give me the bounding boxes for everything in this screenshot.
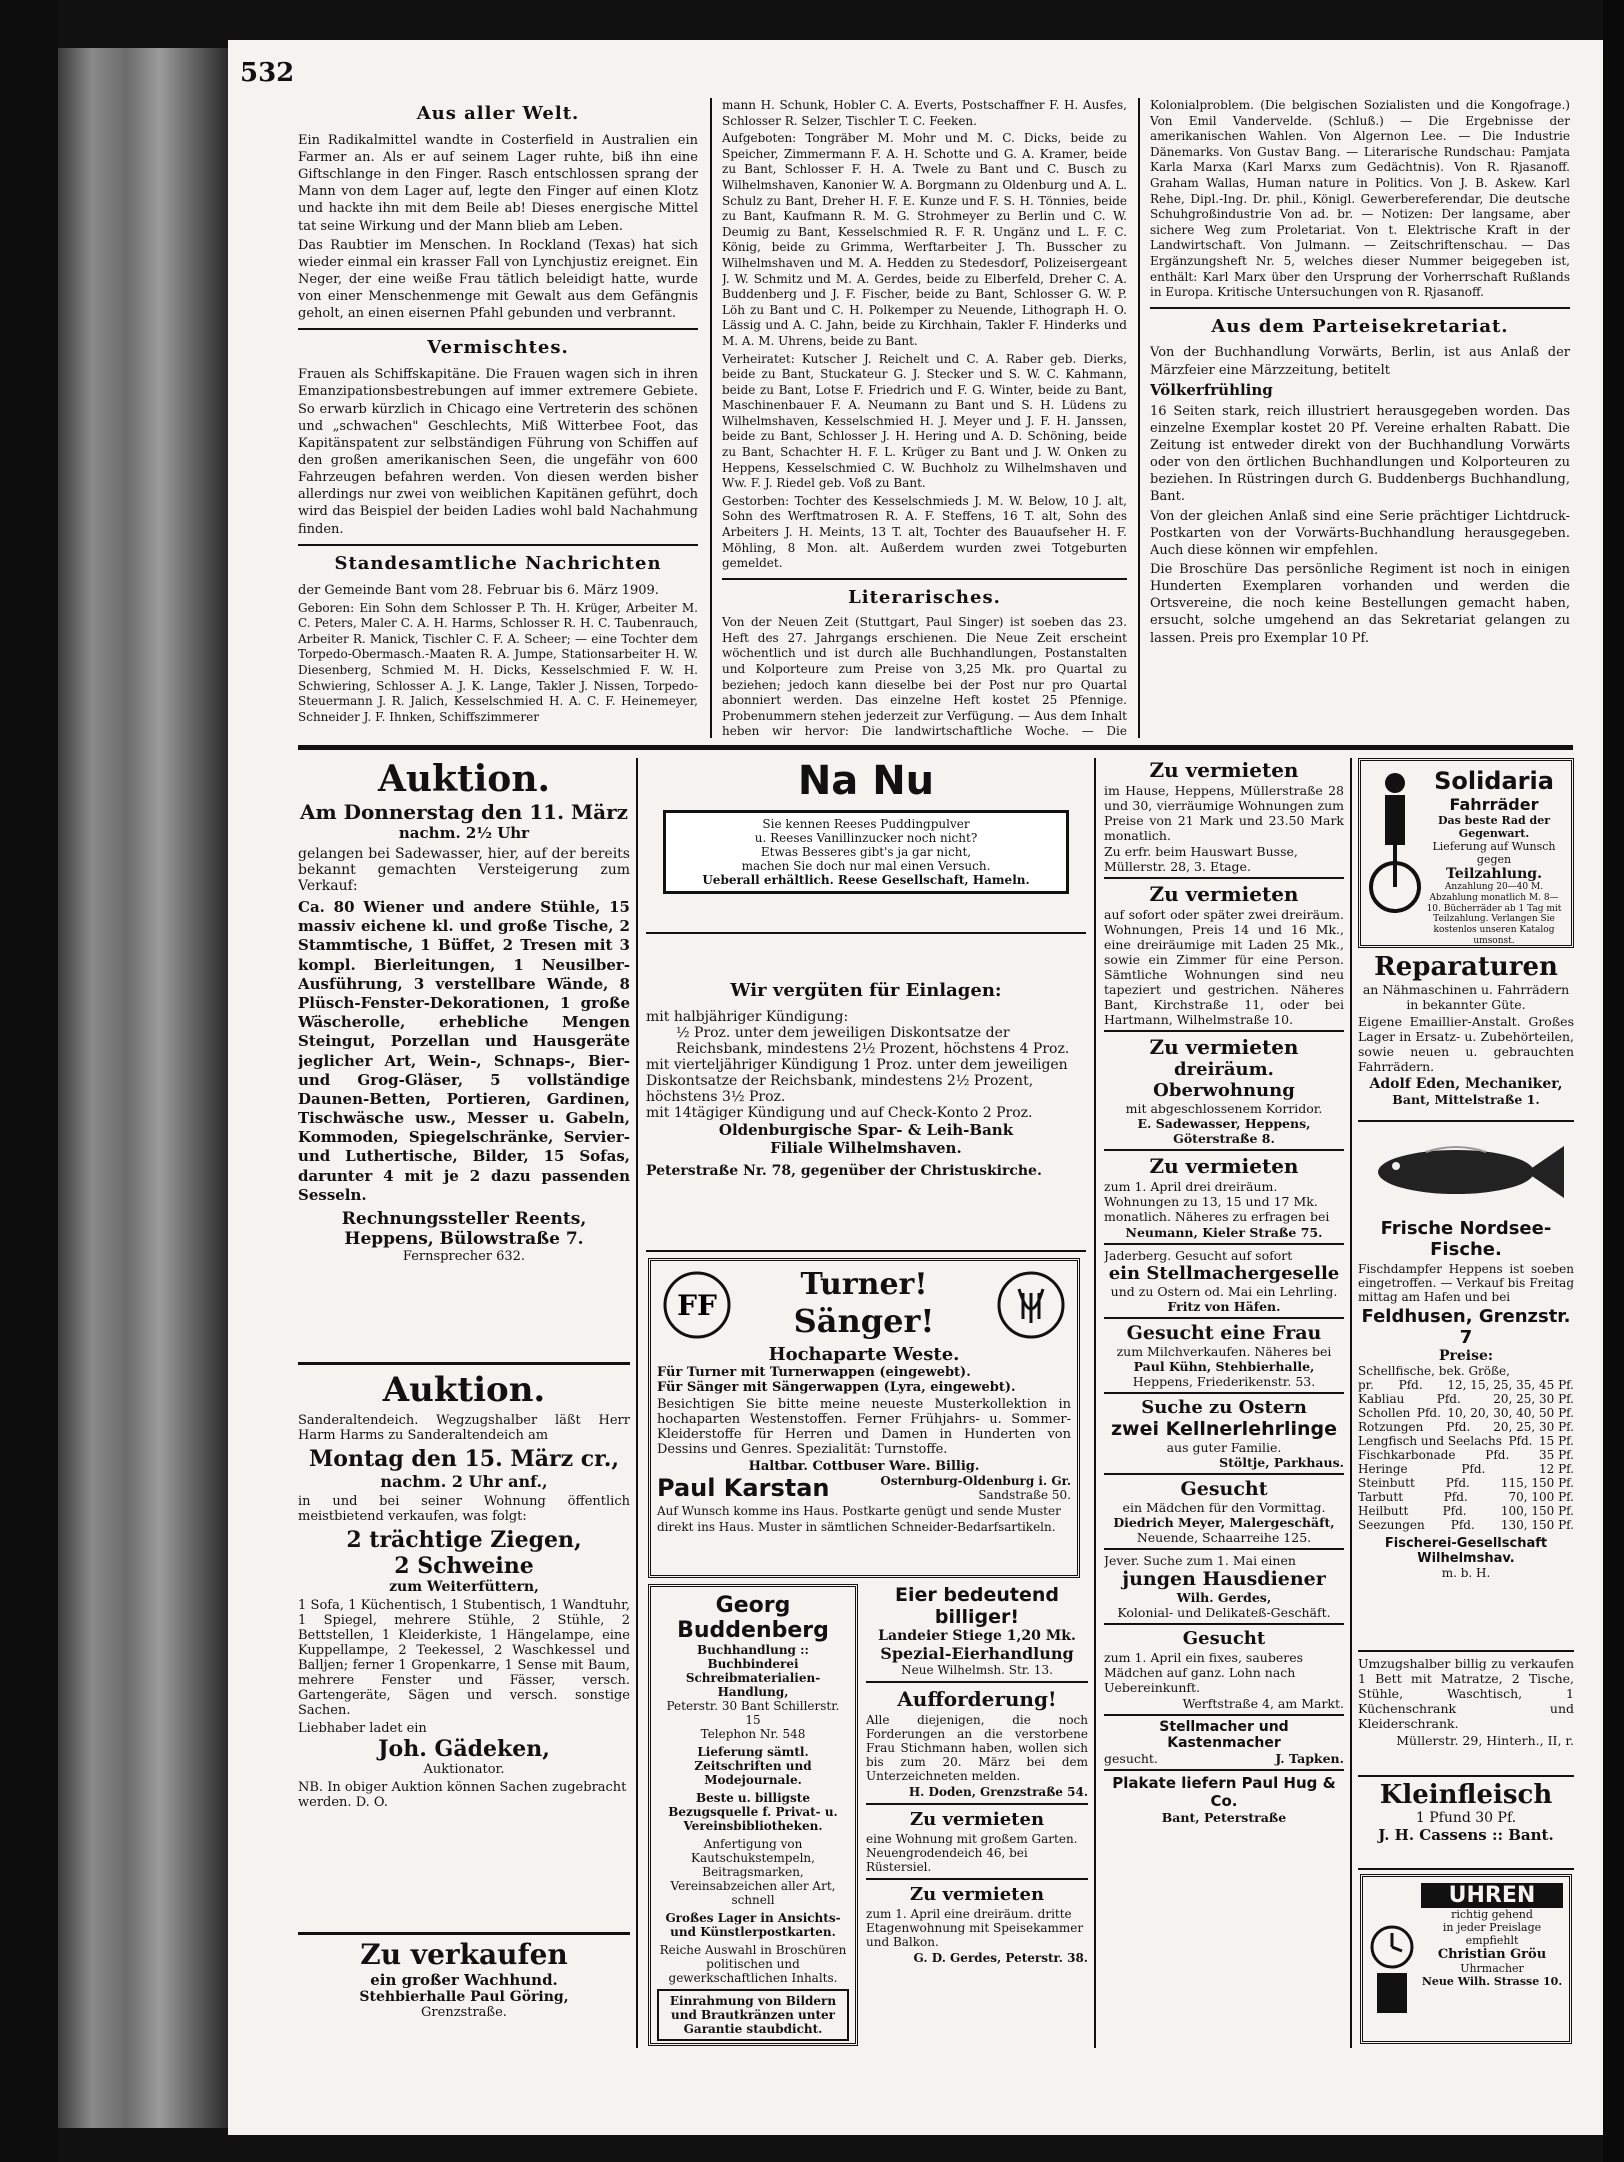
fish-unit: Pfd. xyxy=(1485,1448,1510,1462)
vermieten-title: Zu vermieten xyxy=(909,1884,1045,1905)
ad-line: Neumann, Kieler Straße 75. xyxy=(1125,1225,1323,1240)
fish-unit: Pfd. xyxy=(1416,1406,1441,1420)
ad-title: Gesucht eine Frau xyxy=(1126,1322,1322,1344)
fish-name: Schellfische, bek. Größe, xyxy=(1358,1364,1510,1378)
book-spine xyxy=(58,48,228,2128)
partei-para-2: 16 Seiten stark, reich illustriert herausgegeben worden. Das einzelne Exemplar kostet 20 Pf. Vereine erhalten Rabatt. Die Zeitung ist entweder direkt von der Buchhandlung Vorwärts oder von den örtlichen Buchhandlungen und Kolporteuren zu beziehen. In Rüstringen durch G. Buddenbergs Buchhandlung, Bant. xyxy=(1150,403,1570,505)
ad-line: Spezial-Eierhandlung xyxy=(880,1644,1074,1663)
ad-reparaturen xyxy=(1358,952,1574,1116)
ad-line: Anzahlung 20—40 M. Abzahlung monatlich M. 8—10. Bücherräder ab 1 Tag mit Teilzahlung. Verlangen Sie kostenlos unseren Katalog umsonst. xyxy=(1426,882,1562,946)
ad-title: Gesucht xyxy=(1180,1478,1268,1500)
standesamt-aufgeboten: Aufgeboten: Tongräber M. Mohr und M. C. Dicks, beide zu Speicher, Zimmermann F. A. H. Schotte und G. A. Kramer, beide zu Bant, Schlosser F. H. A. Twele zu Bant und C. Busch zu Wilhelmshaven, Kanonier W. A. Borgmann zu Oldenburg und A. L. Schulz zu Bant, Dreher H. F. E. Kunze und F. S. H. Tönnies, beide zu Bant, Kaufmann R. M. G. Strohmeyer zu Berlin und C. W. Deumig zu Bant, Kesselschmied R. F. R. Ungänz und L. F. C. König, beide zu Grimma, Werftarbeiter J. Th. Busscher zu Wilhelmshaven und M. A. Hedden zu Stedesdorf, Polizeisergeant J. W. Schmitz und M. A. Gerdes, beide zu Elberfeld, Dreher C. A. Buddenberg und J. F. Fischer, beide zu Bant, Schlosser G. W. P. Löh zu Bant und C. H. Polkemper zu Neuende, Lithograph H. O. Lässig und A. C. Jahn, beide zu Kirchhain, Takler F. Hinderks und M. A. M. Uhrens, beide zu Bant. xyxy=(722,131,1127,348)
ad-divider xyxy=(1358,1775,1574,1777)
divider xyxy=(722,578,1127,580)
fish-name: Schollen xyxy=(1358,1406,1411,1420)
auction2-role: Auktionator. xyxy=(423,1762,505,1777)
turner-title: Turner! xyxy=(800,1267,928,1302)
ad-title: Suche zu Ostern xyxy=(1141,1397,1307,1418)
divider xyxy=(1104,1149,1344,1151)
auction2-time: nachm. 2 Uhr anf., xyxy=(380,1472,548,1491)
section-divider xyxy=(298,745,1573,750)
auction2-closing: Liebhaber ladet ein xyxy=(298,1721,427,1736)
ad-title: Na Nu xyxy=(797,758,935,804)
eier-title: Eier bedeutend billiger! xyxy=(895,1584,1059,1628)
turner-name: Paul Karstan xyxy=(657,1474,830,1502)
ad-line: u. Reeses Vanillinzucker noch nicht? xyxy=(754,831,978,845)
ad-line: Stöltje, Parkhaus. xyxy=(1219,1455,1344,1470)
ad-line: Jaderberg. Gesucht auf sofort xyxy=(1104,1248,1293,1263)
fish-prices: 115, 150 Pf. xyxy=(1500,1476,1574,1490)
auction-time: nachm. 2½ Uhr xyxy=(398,824,530,842)
ad-divider xyxy=(646,932,1086,934)
article-raubtier: Das Raubtier im Menschen. In Rockland (Texas) hat sich wieder einmal ein krasser Fall von Lynchjustiz ereignet. Ein Neger, der eine weiße Frau tätlich beleidigt hatte, wurde von einer Menschenmenge mit Gewalt aus dem Gefängnis geholt, an einen eisernen Pfahl gebunden und verbrannt. xyxy=(298,237,698,322)
ad-auktion-2 xyxy=(298,1370,630,1930)
saenger-title: Sänger! xyxy=(793,1302,935,1340)
ad-na-nu xyxy=(646,758,1086,928)
standesamt-subtitle: der Gemeinde Bant vom 28. Februar bis 6. März 1909. xyxy=(298,582,659,598)
ad-divider xyxy=(298,1932,630,1935)
bank-rate: mit 14tägiger Kündigung und auf Check-Konto 2 Proz. xyxy=(646,1105,1033,1121)
fish-price-row xyxy=(1358,1462,1574,1476)
ad-title: Zu verkaufen xyxy=(360,1938,568,1971)
ad-line: Etwas Besseres gibt's ja gar nicht, xyxy=(760,845,972,859)
ad-bank xyxy=(646,940,1086,1245)
ad-line: und zu Ostern od. Mai ein Lehrling. xyxy=(1110,1284,1338,1299)
fish-name: Lengfisch und Seelachs xyxy=(1358,1434,1502,1448)
fish-name: pr. xyxy=(1358,1378,1374,1392)
nanu-banner xyxy=(663,810,1069,894)
bank-name: Oldenburgische Spar- & Leih-Bank xyxy=(718,1121,1014,1139)
ad-line: Großes Lager in Ansichts- und Künstlerpostkarten. xyxy=(665,1911,841,1939)
divider xyxy=(866,1803,1088,1805)
fish-price-row xyxy=(1358,1434,1574,1448)
bank-rate: mit vierteljähriger Kündigung 1 Proz. unter dem jeweiligen Diskontsatze der Reichsbank, mindestens 2½ Prozent, höchstens 3½ Proz. xyxy=(646,1057,1068,1105)
turner-subtitle: Hochaparte Weste. xyxy=(768,1344,960,1365)
fish-name: Tarbutt xyxy=(1358,1490,1404,1504)
column-1 xyxy=(298,98,698,738)
ad-column-middle xyxy=(866,1584,1088,2046)
divider xyxy=(1104,1392,1344,1394)
auction2-nb: NB. In obiger Auktion können Sachen zugebracht werden. D. O. xyxy=(298,1780,627,1810)
ad-title: Plakate liefern Paul Hug & Co. xyxy=(1112,1774,1336,1810)
ad-line: Schreibmaterialien-Handlung, xyxy=(685,1671,821,1699)
ad-line: Sie kennen Reeses Puddingpulver xyxy=(762,817,970,831)
rent-title: Zu vermieten xyxy=(1149,1035,1299,1059)
ad-line: Reiche Auswahl in Broschüren politischen und gewerkschaftlichen Inhalts. xyxy=(659,1943,847,1985)
fish-name: Heilbutt xyxy=(1358,1504,1409,1518)
partei-para-3: Von der gleichen Anlaß sind eine Serie prächtiger Lichtdruck-Postkarten von der Vorwärts-Buchhandlung herausgegeben. Auch diese können wir empfehlen. xyxy=(1150,508,1570,558)
ad-line: Lieferung sämtl. Zeitschriften und Modejournale. xyxy=(694,1745,812,1787)
scan-right-edge xyxy=(1603,0,1624,2162)
ad-line: Peterstr. 30 Bant Schillerstr. 15 xyxy=(666,1699,840,1727)
ad-line: Bant, Peterstraße xyxy=(1161,1810,1287,1825)
ad-line: Ueberall erhältlich. Reese Gesellschaft, Hameln. xyxy=(702,873,1030,887)
ad-line: ein großer Wachhund. xyxy=(370,1971,558,1989)
column-rule xyxy=(636,758,638,2048)
ad-line: an Nähmaschinen u. Fahrrädern in bekannter Güte. xyxy=(1362,982,1570,1012)
ad-line: Christian Gröu xyxy=(1437,1947,1547,1962)
fish-price-row xyxy=(1358,1490,1574,1504)
ad-title: Gesucht xyxy=(1182,1628,1266,1649)
auction-intro: gelangen bei Sadewasser, hier, auf der bereits bekannt gemachten Versteigerung zum Verkauf: xyxy=(298,846,630,894)
standesamt-cont: mann H. Schunk, Hobler C. A. Everts, Postschaffner F. H. Ausfes, Schlosser R. Selzer, Tischler T. C. Feeken. xyxy=(722,98,1127,128)
ad-line: Müllerstr. 29, Hinterh., II, r. xyxy=(1396,1733,1574,1748)
rent-title: Zu vermieten xyxy=(1149,758,1299,782)
ad-line: Adolf Eden, Mechaniker, xyxy=(1369,1076,1563,1092)
fish-icon xyxy=(1366,1132,1566,1212)
fish-unit: Pfd. xyxy=(1398,1378,1423,1392)
ad-line: Für Sänger mit Sängerwappen (Lyra, eingewebt). xyxy=(657,1380,1016,1395)
divider xyxy=(1104,1714,1344,1716)
ad-fische xyxy=(1358,1126,1574,1646)
ad-title: Frische Nordsee-Fische. xyxy=(1380,1218,1552,1260)
column-2 xyxy=(722,98,1127,738)
auction-items: Ca. 80 Wiener und andere Stühle, 15 massiv eichene kl. und große Tische, 2 Stammtische, 1 Büffet, 2 Tresen mit 3 kompl. Bierleitungen, 1 Neusilber-Ausführung, 3 verstellbare Wände, 8 Plüsch-Fenster-Dekorationen, 1 große Wäscherolle, erhebliche Mengen Steingut, Porzellan und Hausgeräte jeglicher Art, Wein-, Schnaps-, Bier- und Grog-Gläser, 5 vollständige Daunen-Betten, Portieren, Gardinen, Tischwäsche usw., Messer u. Gabeln, Kommoden, Spiegelschränke, Servier- und Luthertische, Bilder, 15 Sofas, darunter 4 mit je 2 dazu passenden Sesseln. xyxy=(298,898,630,1204)
column-rule xyxy=(710,98,712,738)
auction2-intro: Sanderaltendeich. Wegzugshalber läßt Herr Harm Harms zu Sanderaltendeich am xyxy=(298,1413,630,1443)
ad-title: Reparaturen xyxy=(1374,952,1558,982)
fish-price-row xyxy=(1358,1392,1574,1406)
ad-line: ein Stellmachergeselle xyxy=(1108,1263,1340,1284)
ad-line: ein Mädchen für den Vormittag. xyxy=(1122,1500,1326,1515)
ad-line: Feldhusen, Grenzstr. 7 xyxy=(1361,1306,1571,1348)
fish-name: Steinbutt xyxy=(1358,1476,1415,1490)
divider xyxy=(1104,1243,1344,1245)
column-rule xyxy=(1138,98,1140,738)
ad-line: Fritz von Häfen. xyxy=(1167,1299,1281,1314)
ad-zu-verkaufen xyxy=(298,1938,630,2048)
auction-phone: Fernsprecher 632. xyxy=(402,1249,526,1264)
ad-line: Fischdampfer Heppens ist soeben eingetroffen. — Verkauf bis Freitag mittag am Hafen und bei xyxy=(1358,1262,1574,1304)
ad-line: Auf Wunsch komme ins Haus. Postkarte genügt und sende Muster direkt ins Haus. Muster in sämtlichen Schneider-Bedarfsartikeln. xyxy=(657,1504,1061,1534)
ad-line: jungen Hausdiener xyxy=(1122,1568,1326,1590)
auction2-goats: 2 trächtige Ziegen, xyxy=(346,1527,582,1553)
ad-line: Werftstraße 4, am Markt. xyxy=(1182,1696,1344,1711)
divider xyxy=(866,1878,1088,1880)
lyre-icon xyxy=(995,1269,1067,1341)
ad-line: Preise: xyxy=(1438,1348,1494,1364)
ad-auktion-1 xyxy=(298,758,630,1358)
ad-line: Neuende, Schaarreihe 125. xyxy=(1136,1530,1312,1545)
ad-line: zum 1. April eine dreiräum. dritte Etagenwohnung mit Speisekammer und Balkon. xyxy=(866,1907,1084,1949)
auction-date: Am Donnerstag den 11. März xyxy=(299,800,629,824)
ad-line: E. Sadewasser, Heppens, Göterstraße 8. xyxy=(1137,1116,1311,1146)
fish-unit: Pfd. xyxy=(1443,1490,1468,1504)
ad-line: Sandstraße 50. xyxy=(978,1488,1071,1502)
ad-umzug xyxy=(1358,1654,1574,1774)
ad-line: Einrahmung von Bildern und Brautkränzen unter Garantie staubdicht. xyxy=(657,1989,849,2041)
newspaper-page xyxy=(228,40,1603,2135)
ad-line: H. Doden, Grenzstraße 54. xyxy=(908,1785,1088,1799)
fish-name: Fischkarbonade xyxy=(1358,1448,1456,1462)
ad-line: 1 Pfund 30 Pf. xyxy=(1415,1810,1517,1826)
ad-line: Neue Wilh. Strasse 10. xyxy=(1421,1975,1563,1988)
ad-line: Neue Wilhelmsh. Str. 13. xyxy=(901,1663,1053,1677)
crest-icon xyxy=(661,1269,733,1341)
ad-line: J. Tapken. xyxy=(1275,1751,1344,1766)
ad-line: aus guter Familie. xyxy=(1166,1440,1282,1455)
section-title-standesamt: Standesamtliche Nachrichten xyxy=(334,552,662,574)
svg-text:FF: FF xyxy=(677,1289,717,1322)
ad-divider xyxy=(1358,1868,1574,1870)
fish-price-row xyxy=(1358,1476,1574,1490)
fish-price-row xyxy=(1358,1518,1574,1532)
ad-uhren xyxy=(1360,1874,1572,2044)
rent-title: Zu vermieten xyxy=(1149,1154,1299,1178)
ad-line: zum 1. April ein fixes, sauberes Mädchen auf ganz. Lohn nach Uebereinkunft. xyxy=(1104,1650,1304,1695)
ad-line: zwei Kellnerlehrlinge xyxy=(1110,1418,1338,1440)
ad-line: mit abgeschlossenem Korridor. xyxy=(1125,1101,1323,1116)
auction2-auctioneer: Joh. Gädeken, xyxy=(378,1736,550,1762)
ad-line: J. H. Cassens :: Bant. xyxy=(1378,1826,1554,1844)
scan-left-edge xyxy=(0,0,58,2162)
ad-line: auf sofort oder später zwei dreiräum. Wohnungen, Preis 14 und 16 Mk., eine dreiräumige mit Laden 25 Mk., sowie ein Zimmer für eine Person. Sämtliche Wohnungen sind neu tapeziert und gestrichen. Näheres Bant, Kirchstraße 11, oder bei Hartmann, Wilhelmstraße 10. xyxy=(1104,907,1344,1027)
section-title-literarisches: Literarisches. xyxy=(848,586,1001,608)
standesamt-verheiratet: Verheiratet: Kutscher J. Reichelt und C. A. Raber geb. Dierks, beide zu Bant, Stuckateur G. J. Stecker und S. W. C. Kahmann, beide zu Bant, Lotse F. Friedrich und F. G. Winter, beide zu Bant, Maschinenbauer F. A. Neumann zu Bant und S. H. Lüdens zu Wilhelmshaven, Kesselschmied H. J. Meyer und J. F. H. Janssen, beide zu Bant, Schlosser J. H. Hering und A. D. Schöning, beide zu Bant, Schachter H. F. L. Krüger zu Bant und J. W. Onken zu Heppens, Kesselschmied C. W. Buchholz zu Wilhelmshaven und Ww. F. J. Riedel geb. Voß zu Bant. xyxy=(722,351,1127,491)
ad-solidaria xyxy=(1358,758,1574,948)
rent-title: Zu vermieten xyxy=(1149,882,1299,906)
ad-title: Stellmacher und Kastenmacher xyxy=(1159,1719,1289,1751)
fish-name: Kabliau xyxy=(1358,1392,1405,1406)
ad-divider xyxy=(646,1250,1086,1252)
vermieten-title: Zu vermieten xyxy=(909,1809,1045,1830)
fish-prices: 15 Pf. xyxy=(1539,1434,1574,1448)
bank-branch: Filiale Wilhelmshaven. xyxy=(770,1139,962,1157)
ad-line: Jever. Suche zum 1. Mai einen xyxy=(1104,1553,1296,1568)
fish-prices: 20, 25, 30 Pf. xyxy=(1493,1420,1574,1434)
ad-line: in jeder Preislage xyxy=(1442,1921,1542,1934)
ad-title: Auktion. xyxy=(377,758,551,800)
voelkerfruehling-title: Völkerfrühling xyxy=(1150,380,1273,399)
bank-address: Peterstraße Nr. 78, gegenüber der Christuskirche. xyxy=(646,1163,1042,1179)
column-rule xyxy=(1350,758,1352,2048)
ad-line: empfiehlt xyxy=(1465,1934,1519,1947)
ad-line: Telephon Nr. 548 xyxy=(700,1727,806,1741)
ad-line: zum Milchverkaufen. Näheres bei xyxy=(1116,1344,1332,1359)
fish-prices: 20, 25, 30 Pf. xyxy=(1493,1392,1574,1406)
ad-line: Wilh. Gerdes, xyxy=(1176,1590,1272,1605)
ad-line: Uhrmacher xyxy=(1460,1962,1524,1975)
page-number: 532 xyxy=(240,58,295,88)
fish-unit: Pfd. xyxy=(1446,1420,1471,1434)
ad-line: Lieferung auf Wunsch gegen xyxy=(1432,840,1556,866)
ad-line: Osternburg-Oldenburg i. Gr. xyxy=(880,1474,1071,1488)
ad-divider xyxy=(298,1362,630,1365)
ad-line: Anfertigung von Kautschukstempeln, Beitragsmarken, Vereinsabzeichen aller Art, schnell xyxy=(670,1837,836,1907)
column-rule xyxy=(1094,758,1096,2048)
auction2-items: 1 Sofa, 1 Küchentisch, 1 Stubentisch, 1 Wandtuhr, 1 Spiegel, mehrere Stühle, 2 Stühle, 2 Bettstellen, 1 Kleiderkiste, 1 Hängelampe, eine Kuppellampe, 2 Teekessel, 2 Waschkessel und Balljen; ferner 1 Gropenkarre, 1 Sense mit Baum, mehrere Fenster und Fässer, versch. Gartengeräte, Sägen und versch. sonstige Sachen. xyxy=(298,1598,630,1718)
aufforderung-title: Aufforderung! xyxy=(897,1687,1057,1711)
clock-icon xyxy=(1369,1907,1415,2017)
ad-line: Stehbierhalle Paul Göring, xyxy=(359,1989,569,2005)
buddenberg-name: Georg Buddenberg xyxy=(677,1593,829,1643)
fish-price-row xyxy=(1358,1406,1574,1420)
ad-line: Alle diejenigen, die noch Forderungen an die verstorbene Frau Stichmann haben, wollen sich bis zum 20. März bei dem Unterzeichneten melden. xyxy=(866,1713,1088,1783)
ad-line: Buchhandlung :: Buchbinderei xyxy=(697,1643,809,1671)
solidaria-sub: Fahrräder xyxy=(1449,795,1539,814)
section-title-parteisekretariat: Aus dem Parteisekretariat. xyxy=(1211,315,1509,337)
neue-zeit-cont: Kolonialproblem. (Die belgischen Sozialisten und die Kongofrage.) Von Emil Vandervelde. (Schluß.) — Die Ergebnisse der amerikanischen Wahlen. Von Algernon Lee. — Die Industrie Dänemarks. Von Gustav Bang. — Literarische Rundschau: Pamjata Karla Marxa (Karl Marxs zum Gedächtnis). Von R. Rjasanoff. Graham Wallas, Human nature in Politics. Von J. B. Askew. Karl Rehe, Dipl.-Ing. Dr. phil., Königl. Gewerbereferendar, Die deutsche Schuhgroßindustrie Von ad. br. — Notizen: Der langsame, aber sichere Weg zum Proletariat. Von t. Elektrische Kraft in der Landwirtschaft. Von Julmann. — Zeitschriftenschau. — Das Ergänzungsheft Nr. 5, welches dieser Nummer beigegeben ist, enthält: Karl Marx über den Ursprung der Vorherrschaft Rußlands in Europa. Kritische Untersuchungen von R. Rjasanoff. xyxy=(1150,98,1570,300)
divider xyxy=(1104,1030,1344,1032)
auction2-intro2: in und bei seiner Wohnung öffentlich meistbietend verkaufen, was folgt: xyxy=(298,1494,630,1524)
divider xyxy=(1104,1623,1344,1625)
divider xyxy=(1104,1548,1344,1550)
ad-line: Fischerei-Gesellschaft Wilhelmshav. xyxy=(1384,1536,1548,1566)
ad-line: Haltbar. Cottbuser Ware. Billig. xyxy=(748,1459,980,1474)
fish-prices: 130, 150 Pf. xyxy=(1500,1518,1574,1532)
fish-price-row xyxy=(1358,1364,1574,1378)
divider xyxy=(1104,1769,1344,1771)
ad-line: im Hause, Heppens, Müllerstraße 28 und 30, vierräumige Wohnungen zum Preise von 21 Mark und 23.50 Mark monatlich. xyxy=(1104,783,1344,843)
fish-prices: 10, 20, 30, 40, 50 Pf. xyxy=(1447,1406,1574,1420)
divider xyxy=(1104,1473,1344,1475)
ad-line: Das beste Rad der Gegenwart. xyxy=(1437,814,1550,840)
divider xyxy=(1150,307,1570,309)
article-neue-zeit: Von der Neuen Zeit (Stuttgart, Paul Singer) ist soeben das 23. Heft des 27. Jahrgangs erschienen. Die Neue Zeit erscheint wöchentlich und ist durch alle Buchhandlungen, Postanstalten und Kolporteure zum Preise von 3,25 Mk. pro Quartal zu beziehen; jedoch kann dieselbe bei der Post nur pro Quartal abonniert werden. Das einzelne Heft kostet 25 Pfennige. Probenummern stehen jederzeit zur Verfügung. — Aus dem Inhalt heben wir hervor: Die landwirtschaftliche Woche. — Die xyxy=(722,615,1127,738)
fish-unit: Pfd. xyxy=(1450,1518,1475,1532)
article-radikalmittel: Ein Radikalmittel wandte in Costerfield in Australien ein Farmer an. Als er auf seinem Lager ruhte, biß ihn eine Giftschlange in den Finger. Rasch entschlossen sprang der Mann von dem Lager auf, legte den Finger auf einen Klotz und hackte ihn mit dem Beile ab! Dieses energische Mittel tat seine Wirkung und der Mann blieb am Leben. xyxy=(298,132,698,234)
fish-unit: Pfd. xyxy=(1461,1462,1486,1476)
ad-line: Zu erfr. beim Hauswart Busse, Müllerstr. 28, 3. Etage. xyxy=(1104,844,1298,874)
ad-line: dreiräum. Oberwohnung xyxy=(1153,1059,1295,1101)
divider xyxy=(298,544,698,546)
ad-divider xyxy=(1358,1120,1574,1122)
partei-para-4: Die Broschüre Das persönliche Regiment ist noch in einigen Hunderten Exemplaren vorhanden und werden die Ortsvereine, die noch keine Bestellungen gemacht haben, ersucht, solche umgehend an das Sekretariat gelangen zu lassen. Preis pro Exemplar 10 Pf. xyxy=(1150,561,1570,646)
divider xyxy=(866,1681,1088,1683)
ad-line: Bant, Mittelstraße 1. xyxy=(1392,1092,1540,1107)
ad-line: m. b. H. xyxy=(1441,1566,1491,1580)
ad-line: richtig gehend xyxy=(1451,1908,1533,1921)
ad-line: Besichtigen Sie bitte meine neueste Musterkollektion in hochaparten Westenstoffen. Ferner Frühjahrs- u. Sommer-Kleiderstoffe für Herren und Damen in Hunderten von Dessins und Genres. Spezialität: Turnstoffe. xyxy=(657,1397,1071,1457)
auction2-pigs-sub: zum Weiterfüttern, xyxy=(389,1579,539,1595)
ad-line: Paul Kühn, Stehbierhalle, xyxy=(1133,1359,1315,1374)
bank-rate: ½ Proz. unter dem jeweiligen Diskontsatze der Reichsbank, mindestens 2½ Prozent, höchstens 4 Proz. xyxy=(676,1025,1070,1057)
section-title-aus-aller-welt: Aus aller Welt. xyxy=(416,103,580,124)
ad-line: Umzugshalber billig zu verkaufen 1 Bett mit Matratze, 2 Tische, Stühle, Waschtisch, 1 Küchenschrank und Kleiderschrank. xyxy=(1358,1656,1574,1731)
fish-unit: Pfd. xyxy=(1445,1476,1470,1490)
divider xyxy=(1104,877,1344,879)
auction-signer: Rechnungssteller Reents, xyxy=(341,1209,587,1229)
ad-title: Wir vergüten für Einlagen: xyxy=(730,980,1002,1001)
ad-title: Kleinfleisch xyxy=(1379,1780,1553,1810)
auction2-pigs: 2 Schweine xyxy=(394,1553,534,1579)
fish-price-row xyxy=(1358,1378,1574,1392)
turner-address xyxy=(880,1474,1071,1502)
fish-name: Seezungen xyxy=(1358,1518,1425,1532)
fish-price-row xyxy=(1358,1420,1574,1434)
ad-line: gesucht. xyxy=(1104,1751,1158,1766)
fish-prices: 35 Pf. xyxy=(1539,1448,1574,1462)
fish-prices: 12 Pf. xyxy=(1538,1462,1574,1476)
article-schiffskapitaene: Frauen als Schiffskapitäne. Die Frauen wagen sich in ihren Emanzipationsbestrebungen auf immer extremere Gebiete. So erwarb kürzlich in Chicago eine Vertreterin des schönen und „schwachen" Geschlechts, Miß Witterbee Foot, das Kapitänspatent zur selbständigen Führung von Schiffen auf den großen amerikanischen Seen, die ungefähr von 600 Fahrzeugen befahren werden. Von diesen werden bisher allerdings nur zwei von weiblichen Kapitänen geführt, doch wird das Beispiel der beiden Ladies wohl bald Nachahmung finden. xyxy=(298,367,698,537)
cyclist-icon xyxy=(1367,769,1423,919)
fish-unit: Pfd. xyxy=(1508,1434,1533,1448)
ad-line: eine Wohnung mit großem Garten. Neuengrodendeich 46, bei Rüstersiel. xyxy=(866,1832,1078,1874)
ad-buddenberg xyxy=(648,1584,858,2046)
ad-line: G. D. Gerdes, Peterstr. 38. xyxy=(913,1951,1088,1965)
ad-title: Auktion. xyxy=(382,1370,546,1410)
divider xyxy=(298,328,698,330)
ad-line: Eigene Emaillier-Anstalt. Großes Lager in Ersatz- u. Zubehörteilen, sowie neuen u. gebrauchten Fahrrädern. xyxy=(1358,1014,1574,1074)
ad-turner-saenger xyxy=(648,1258,1080,1578)
fish-prices: 70, 100 Pf. xyxy=(1508,1490,1574,1504)
fish-price-row xyxy=(1358,1448,1574,1462)
standesamt-geboren: Geboren: Ein Sohn dem Schlosser P. Th. H. Krüger, Arbeiter M. C. Peters, Maler C. A. H. Harms, Schlosser R. H. C. Taubenrauch, Arbeiter R. Manick, Tischler C. F. A. Scheer; — eine Tochter dem Torpedo-Obermasch.-Maaten R. A. Jumpe, Stationsarbeiter H. W. Diesenberg, Schmied M. H. Dicks, Kesselschmied F. W. H. Schwiering, Schlosser A. J. K. Lange, Takler J. Nissen, Torpedo-Steuermann J. R. Jalich, Kesselschmied H. A. C. F. Heinemeyer, Schneider J. F. Ihnken, Schiffszimmerer xyxy=(298,600,698,724)
auction-address: Heppens, Bülowstraße 7. xyxy=(344,1229,584,1249)
fish-price-list xyxy=(1358,1364,1574,1532)
fish-unit: Pfd. xyxy=(1442,1504,1467,1518)
ad-kleinfleisch xyxy=(1358,1780,1574,1866)
divider xyxy=(1104,1317,1344,1319)
column-3 xyxy=(1150,98,1570,738)
standesamt-gestorben: Gestorben: Tochter des Kesselschmieds J. M. W. Below, 10 J. alt, Sohn des Werftmatrosen R. A. F. Steffens, 16 T. alt, Sohn des Arbeiters J. H. Meints, 13 T. alt, Tochter des Bauaufseher H. F. Möhling, 8 Mon. alt. Außerdem wurden zwei Totgeburten gemeldet. xyxy=(722,493,1127,571)
auction2-date: Montag den 15. März cr., xyxy=(308,1446,620,1472)
ad-line: Kolonial- und Delikateß-Geschäft. xyxy=(1117,1605,1331,1620)
ad-line: Teilzahlung. xyxy=(1446,866,1542,882)
uhren-title: UHREN xyxy=(1421,1883,1563,1908)
fish-unit: Pfd. xyxy=(1436,1392,1461,1406)
ad-line: Landeier Stiege 1,20 Mk. xyxy=(878,1628,1076,1644)
ad-line: Diedrich Meyer, Malergeschäft, xyxy=(1113,1515,1335,1530)
fish-prices: 12, 15, 25, 35, 45 Pf. xyxy=(1447,1378,1574,1392)
ad-line: Für Turner mit Turnerwappen (eingewebt). xyxy=(657,1365,971,1380)
ad-column-3 xyxy=(1104,758,1344,2048)
ad-line: machen Sie doch nur mal einen Versuch. xyxy=(741,859,991,873)
fish-name: Heringe xyxy=(1358,1462,1408,1476)
fish-prices: 100, 150 Pf. xyxy=(1500,1504,1574,1518)
partei-intro: Von der Buchhandlung Vorwärts, Berlin, ist aus Anlaß der Märzfeier eine Märzzeitung, betitelt xyxy=(1150,345,1570,378)
fish-name: Rotzungen xyxy=(1358,1420,1424,1434)
solidaria-name: Solidaria xyxy=(1434,767,1554,795)
fish-price-row xyxy=(1358,1504,1574,1518)
ad-line: Heppens, Friederikenstr. 53. xyxy=(1132,1374,1316,1389)
section-title-vermischtes: Vermischtes. xyxy=(427,337,569,359)
ad-line: Beste u. billigste Bezugsquelle f. Privat- u. Vereinsbibliotheken. xyxy=(668,1791,838,1833)
ad-line: zum 1. April drei dreiräum. Wohnungen zu 13, 15 und 17 Mk. monatlich. Näheres zu erfragen bei xyxy=(1104,1179,1330,1224)
ad-line xyxy=(1423,947,1565,948)
ad-line: Grenzstraße. xyxy=(421,2005,507,2020)
bank-rate: mit halbjähriger Kündigung: xyxy=(646,1009,849,1025)
ad-divider xyxy=(1358,1650,1574,1652)
